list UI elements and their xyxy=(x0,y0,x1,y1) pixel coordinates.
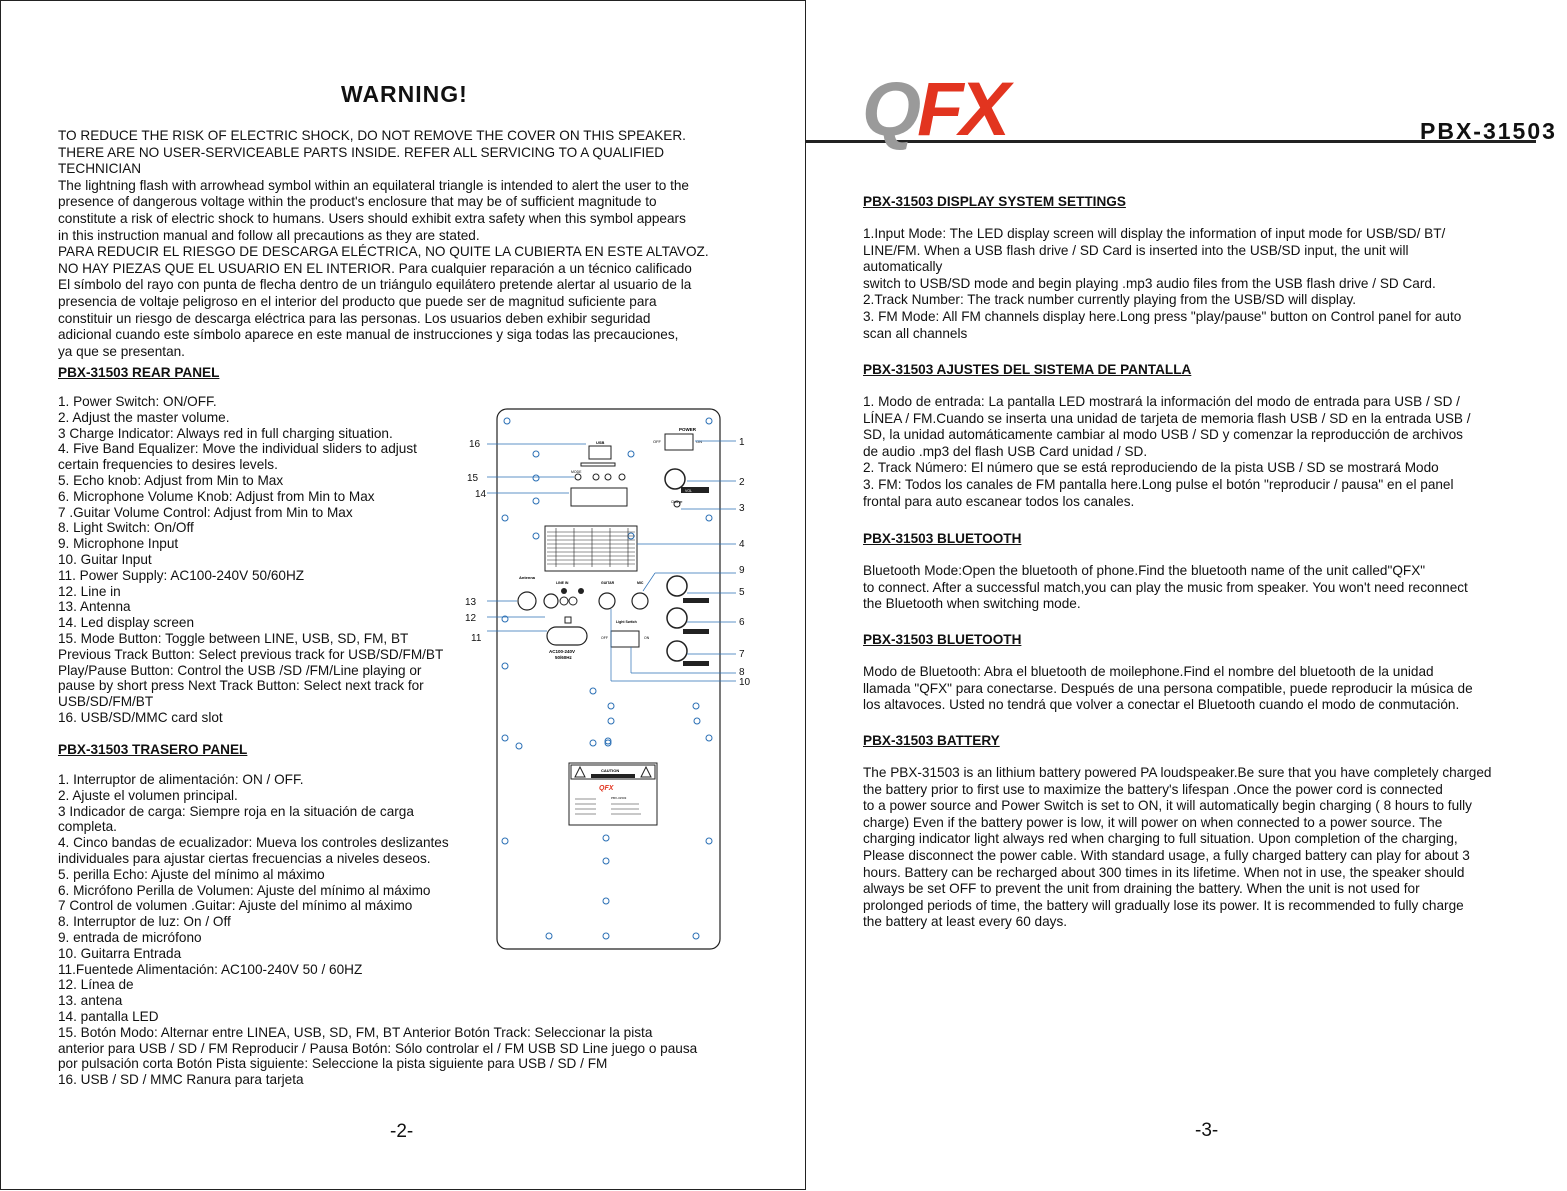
ajustes-text: 1. Modo de entrada: La pantalla LED mostrará la información del modo de entrada para USB / SD / LÍNEA / FM.Cuando se inserta una unidad de tarjeta de memoria flash USB / SD en la entrada USB / SD, la unidad automáticamente cambiar al modo USB / SD y comenzar la reproducción de archivos de audio .mp3 del flash USB Card unidad / SD. 2. Track Número: El número que se está reproduciendo de la pista USB / SD se mostrará Modo 3. FM: Todos los canales de FM pantalla here.Long pulse el botón "reproducir / pausa" en el panel frontal para auto escanear todos los canales. xyxy=(863,394,1471,509)
callout-number: 5 xyxy=(739,587,745,598)
callout-number: 2 xyxy=(739,477,745,488)
trasero-item: por pulsación corta Botón Pista siguiente: Seleccione la pista siguiente para USB / SD / FM xyxy=(58,1056,608,1072)
rear-panel-item: USB/SD/FM/BT xyxy=(58,694,154,710)
page-number-right: -3- xyxy=(1195,1120,1219,1141)
usb-label: USB xyxy=(596,440,605,445)
callout-number: 7 xyxy=(739,649,745,660)
callout-number: 12 xyxy=(465,613,477,624)
rear-panel-item: 6. Microphone Volume Knob: Adjust from Min to Max xyxy=(58,488,375,504)
svg-text:PBX-31503: PBX-31503 xyxy=(611,796,627,800)
mode-label: MODE xyxy=(571,470,582,474)
rear-panel-item: 7 .Guitar Volume Control: Adjust from Min to Max xyxy=(58,504,353,520)
trasero-item: completa. xyxy=(58,819,117,835)
callout-number: 4 xyxy=(739,539,745,550)
trasero-item: 2. Ajuste el volumen principal. xyxy=(58,787,238,803)
callout-numbers xyxy=(461,431,761,691)
rear-panel-item: 12. Line in xyxy=(58,583,121,599)
trasero-item: individuales para ajustar ciertas frecuencias a niveles deseos. xyxy=(58,850,431,866)
callout-number: 8 xyxy=(739,667,745,678)
rear-panel-item: 10. Guitar Input xyxy=(58,551,152,567)
trasero-item: 3 Indicador de carga: Siempre roja en la situación de carga xyxy=(58,803,414,819)
trasero-item: 10. Guitarra Entrada xyxy=(58,945,182,961)
rear-panel-item: certain frequencies to desires levels. xyxy=(58,457,278,473)
rear-panel-item: 16. USB/SD/MMC card slot xyxy=(58,709,223,725)
trasero-item: 5. perilla Echo: Ajuste del mínimo al máximo xyxy=(58,866,325,882)
trasero-item: 14. pantalla LED xyxy=(58,1008,159,1024)
bluetooth-text-en: Bluetooth Mode:Open the bluetooth of phone.Find the bluetooth name of the unit called"QFX" to connect. After a successful match,you can play the music from speaker. You won't need reconnect the Bluetooth when switching mode. xyxy=(863,563,1468,612)
trasero-item: 15. Botón Modo: Alternar entre LINEA, USB, SD, FM, BT Anterior Botón Track: Seleccionar la pista xyxy=(58,1024,653,1040)
callout-number: 10 xyxy=(739,677,751,688)
caution-label: CAUTION xyxy=(601,768,620,773)
display-settings-heading: PBX-31503 DISPLAY SYSTEM SETTINGS xyxy=(863,194,1126,209)
rear-panel-item: pause by short press Next Track Button: Select next track for xyxy=(58,678,424,694)
qfx-logo: QFX xyxy=(862,67,1007,152)
callout-number: 15 xyxy=(467,473,479,484)
callout-number: 13 xyxy=(465,597,477,608)
rear-panel-item: Previous Track Button: Select previous track for USB/SD/FM/BT xyxy=(58,646,444,662)
trasero-item: 4. Cinco bandas de ecualizador: Mueva los controles deslizantes xyxy=(58,835,449,851)
mic-label: MIC xyxy=(637,581,644,585)
callout-number: 9 xyxy=(739,565,745,576)
line-in-label: LINE IN xyxy=(556,581,569,585)
trasero-item: 13. antena xyxy=(58,993,123,1009)
trasero-item: 16. USB / SD / MMC Ranura para tarjeta xyxy=(58,1072,304,1088)
svg-text:VOL: VOL xyxy=(685,489,693,493)
ajustes-heading: PBX-31503 AJUSTES DEL SISTEMA DE PANTALLA xyxy=(863,362,1192,377)
rear-panel-item: 5. Echo knob: Adjust from Min to Max xyxy=(58,472,284,488)
svg-text:ON: ON xyxy=(644,636,650,640)
battery-heading: PBX-31503 BATTERY xyxy=(863,733,1000,748)
bluetooth-heading-en: PBX-31503 BLUETOOTH xyxy=(863,531,1022,546)
svg-text:OFF: OFF xyxy=(601,636,608,640)
battery-text: The PBX-31503 is an lithium battery powered PA loudspeaker.Be sure that you have completely charged the battery prior to first use to maximize the battery's lifespan .Once the power cord is connected to a power source and Power Switch is set to ON, it will automatically begin charging ( 8 hours to fully charge) Even if the battery power is low, it will power on when connected to a power source. The charging indicator light always red when charging to full situation. Upon completion of the charging, Please disconnect the power cable. With standard usage, a fully charged battery can play for about 3 hours. Battery can be recharged about 300 times in its lifetime. When not in use, the speaker should always be set OFF to prevent the unit from draining the battery. When the unit is not used for prolonged periods of time, the battery will gradually lose its power. It is recommended to fully charge the battery at least every 60 days. xyxy=(863,765,1492,930)
display-settings-text: 1.Input Mode: The LED display screen will display the information of input mode for USB/SD/ BT/ LINE/FM. When a USB flash drive / SD Card is inserted into the USB/SD input, the unit will automatically switch to USB/SD mode and begin playing .mp3 audio files from the USB flash drive / SD Card. 2.Track Number: The track number currently playing from the USB/SD will display. 3. FM Mode: All FM channels display here.Long press "play/pause" button on Control panel for auto scan all channels xyxy=(863,226,1462,341)
warning-text: TO REDUCE THE RISK OF ELECTRIC SHOCK, DO NOT REMOVE THE COVER ON THIS SPEAKER. THERE ARE NO USER-SERVICEABLE PARTS INSIDE. REFER ALL SERVICING TO A QUALIFIED TECHNICIAN The lightning flash with arrowhead symbol within an equilateral triangle is intended to alert the user to the presence of dangerous voltage within the product's enclosure that may be of sufficient magnitude to constitute a risk of electric shock to humans. Users should exhibit extra safety when this symbol appears in this instruction manual and follow all precautions as they are stated. PARA REDUCIR EL RIESGO DE DESCARGA ELÉCTRICA, NO QUITE LA CUBIERTA EN ESTE ALTAVOZ. NO HAY PIEZAS QUE EL USUARIO EN EL INTERIOR. Para cualquier reparación a un técnico calificado El símbolo del rayo con punta de flecha dentro de un triángulo equilátero pretende alertar al usuario de la presencia de voltaje peligroso en el interior del producto que puede ser de magnitud suficiente para constituir un riesgo de descarga eléctrica para las personas. Los usuarios deben exhibir seguridad adicional cuando este símbolo aparece en este manual de instrucciones y siga todas las precauciones, ya que se presentan. xyxy=(58,128,709,359)
rear-panel-item: Play/Pause Button: Control the USB /SD /FM/Line playing or xyxy=(58,662,422,678)
antenna-label: Antenna xyxy=(519,575,535,580)
ac-label: AC100-240V xyxy=(549,649,576,654)
charge-label: Charge xyxy=(671,500,683,504)
callout-number: 14 xyxy=(475,489,487,500)
callout-number: 6 xyxy=(739,617,745,628)
light-switch-label: Light Switch xyxy=(616,620,637,624)
callout-number: 1 xyxy=(739,437,745,448)
bluetooth-heading-es: PBX-31503 BLUETOOTH xyxy=(863,632,1022,647)
callout-number: 3 xyxy=(739,503,745,514)
rear-panel-heading: PBX-31503 REAR PANEL xyxy=(58,365,220,380)
rear-panel-item: 2. Adjust the master volume. xyxy=(58,409,230,425)
rear-panel-item: 13. Antenna xyxy=(58,599,131,615)
trasero-item: 6. Micrófono Perilla de Volumen: Ajuste del mínimo al máximo xyxy=(58,882,431,898)
rear-panel-item: 1. Power Switch: ON/OFF. xyxy=(58,394,217,409)
trasero-item: 8. Interruptor de luz: On / Off xyxy=(58,914,231,930)
power-label: POWER xyxy=(679,427,697,432)
trasero-heading: PBX-31503 TRASERO PANEL xyxy=(58,742,248,757)
trasero-item: 12. Línea de xyxy=(58,977,134,993)
warning-title: WARNING! xyxy=(341,81,468,107)
guitar-label: GUITAR xyxy=(601,581,615,585)
rear-panel-item: 11. Power Supply: AC100-240V 50/60HZ xyxy=(58,567,305,583)
rear-panel-item: 15. Mode Button: Toggle between LINE, USB, SD, FM, BT xyxy=(58,630,409,646)
trasero-item: 11.Fuentede Alimentación: AC100-240V 50 / 60HZ xyxy=(58,961,363,977)
trasero-item: anterior para USB / SD / FM Reproducir / Pausa Botón: Sólo controlar el / FM USB SD Line juego o pausa xyxy=(58,1040,698,1056)
callout-number: 11 xyxy=(471,633,482,644)
trasero-item: 9. entrada de micrófono xyxy=(58,929,202,945)
trasero-item: 7 Control de volumen .Guitar: Ajuste del mínimo al máximo xyxy=(58,898,413,914)
power-off-label: OFF xyxy=(653,439,661,444)
rear-panel-item: 14. Led display screen xyxy=(58,615,195,631)
trasero-item: 1. Interruptor de alimentación: ON / OFF. xyxy=(58,772,304,787)
hz-label: 50/60Hz xyxy=(555,655,572,660)
bluetooth-text-es: Modo de Bluetooth: Abra el bluetooth de moilephone.Find el nombre del bluetooth de la unidad llamada "QFX" para conectarse. Después de una persona compatible, puede reproducir la música de los altavoces. Usted no tendrá que volver a conectar el Bluetooth cuando el modo de conmutación. xyxy=(863,664,1473,713)
page-number-left: -2- xyxy=(390,1121,414,1142)
rear-panel-item: 9. Microphone Input xyxy=(58,536,179,552)
rear-panel-item: 4. Five Band Equalizer: Move the individual sliders to adjust xyxy=(58,441,417,457)
callout-number: 16 xyxy=(469,439,481,450)
rear-panel-item: 8. Light Switch: On/Off xyxy=(58,520,194,536)
rear-panel-item: 3 Charge Indicator: Always red in full charging situation. xyxy=(58,425,393,441)
power-on-label: ON xyxy=(696,439,702,444)
rear-panel-list xyxy=(58,394,488,726)
model-number: PBX-31503 xyxy=(1420,118,1557,144)
plate-logo: QFX xyxy=(599,785,614,792)
